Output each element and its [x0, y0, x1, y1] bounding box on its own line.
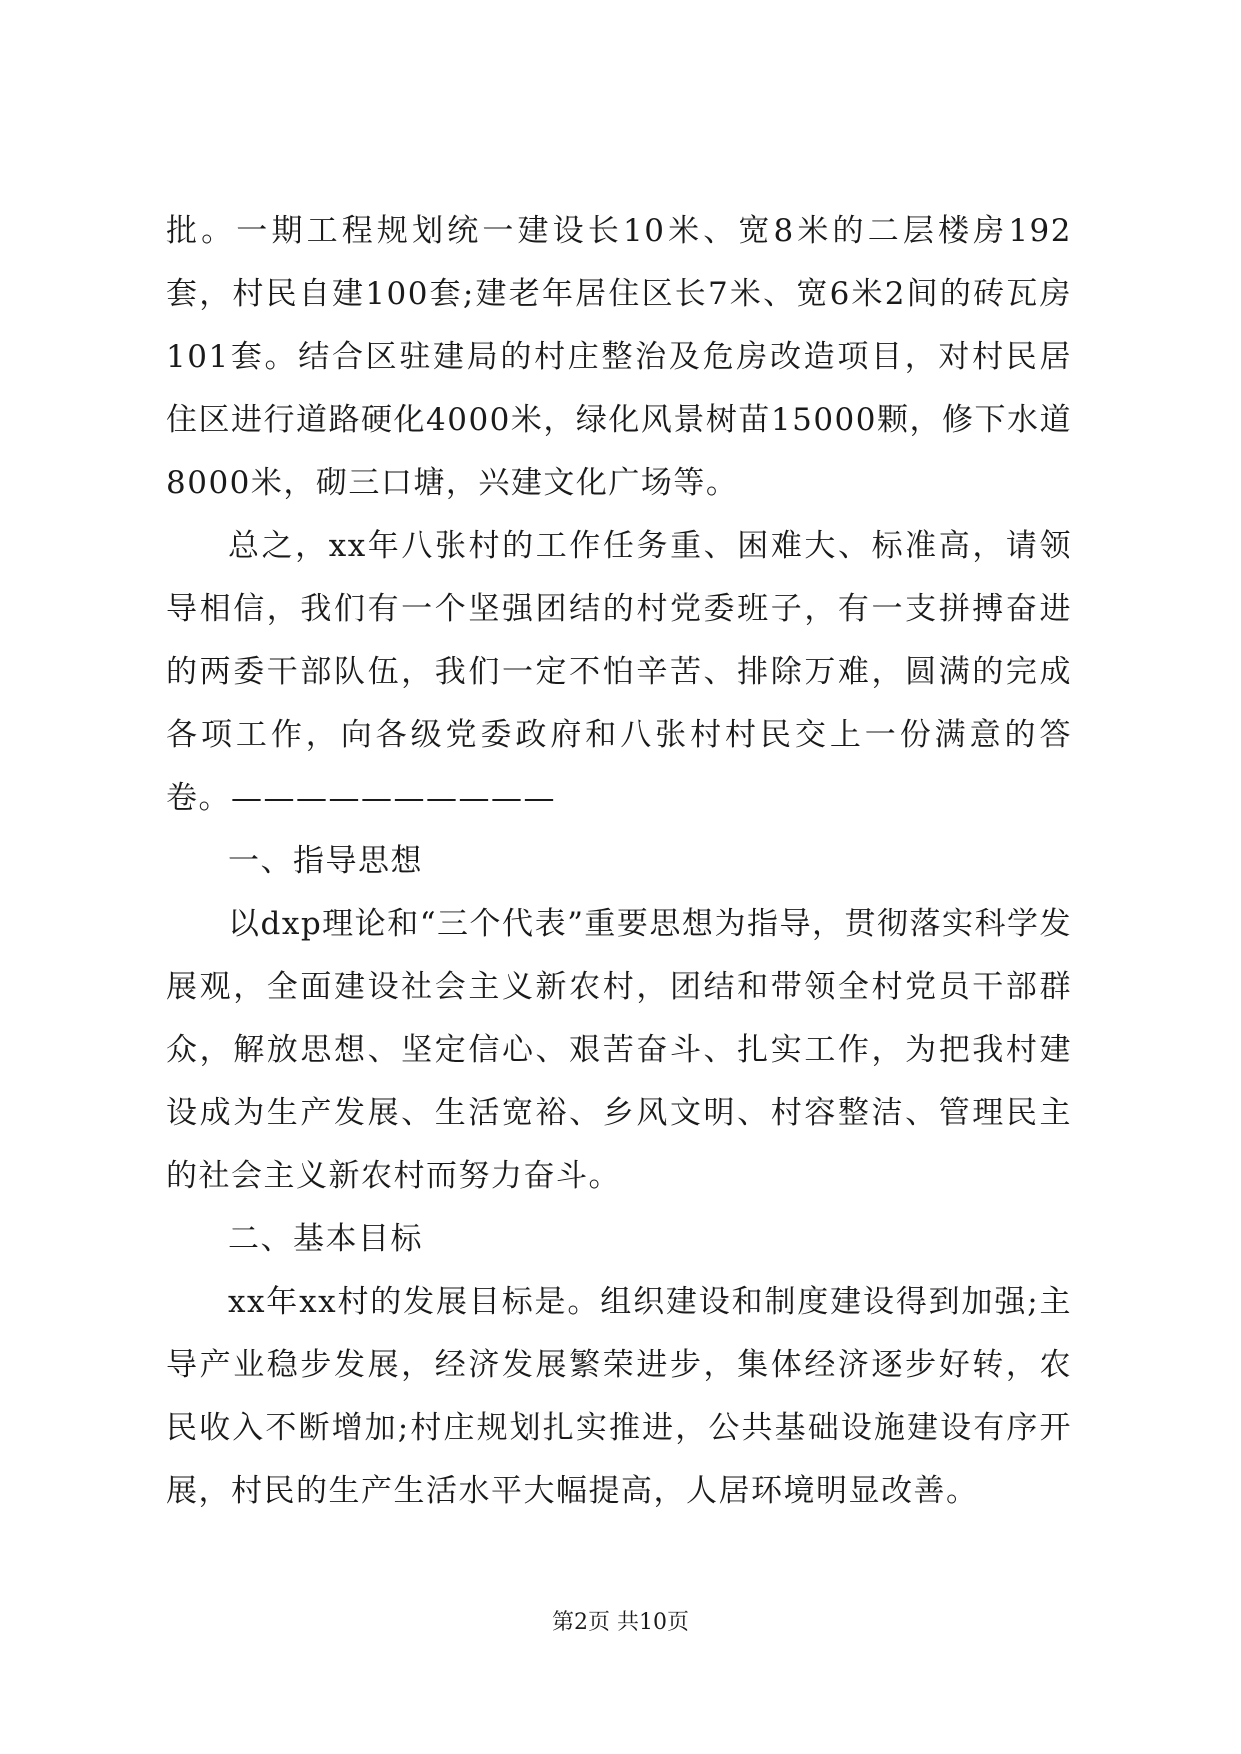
- paragraph-continuation: 批。一期工程规划统一建设长10米、宽8米的二层楼房192套，村民自建100套;建老年居住区长7米、宽6米2间的砖瓦房101套。结合区驻建局的村庄整治及危房改造项目，对村民居住区进行道路硬化4000米，绿化风景树苗15000颗，修下水道8000米，砌三口塘，兴建文化广场等。: [166, 213, 1073, 501]
- section-heading-basic-goals: 二、基本目标: [228, 1221, 423, 1257]
- page-number-label: 第2页 共10页: [552, 1610, 689, 1635]
- paragraph-guiding-thought: 以dxp理论和“三个代表”重要思想为指导，贯彻落实科学发展观，全面建设社会主义新农村，团结和带领全村党员干部群众，解放思想、坚定信心、艰苦奋斗、扎实工作，为把我村建设成为生产发展、生活宽裕、乡风文明、村容整洁、管理民主的社会主义新农村而努力奋斗。: [166, 906, 1072, 1194]
- page-footer: [0, 1608, 1241, 1638]
- section-heading-guiding-thought: 一、指导思想: [228, 843, 423, 879]
- paragraph-summary: 总之，xx年八张村的工作任务重、困难大、标准高，请领导相信，我们有一个坚强团结的村党委班子，有一支拼搏奋进的两委干部队伍，我们一定不怕辛苦、排除万难，圆满的完成各项工作，向各级党委政府和八张村村民交上一份满意的答卷。——————————: [166, 528, 1072, 816]
- paragraph-basic-goals: xx年xx村的发展目标是。组织建设和制度建设得到加强;主导产业稳步发展，经济发展繁荣进步，集体经济逐步好转，农民收入不断增加;村庄规划扎实推进，公共基础设施建设有序开展，村民的生产生活水平大幅提高，人居环境明显改善。: [166, 1284, 1072, 1509]
- document-body: [166, 200, 1072, 1523]
